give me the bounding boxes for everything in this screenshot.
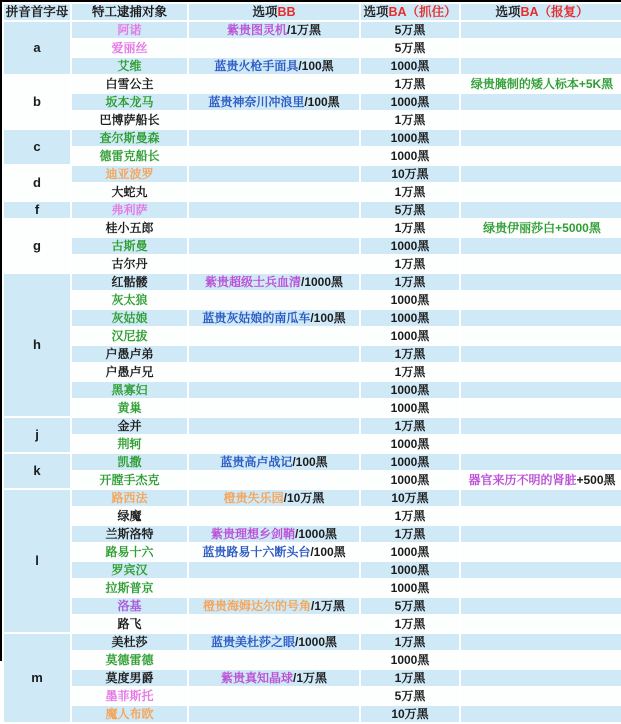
option-bb-cell: [188, 705, 360, 723]
table-row: [3, 219, 621, 237]
header-option-ba-revenge: [460, 3, 621, 21]
option-ba-catch-cell: 1000黑: [360, 237, 460, 255]
table-row: [3, 453, 621, 471]
option-ba-revenge-cell-text: +500黑: [576, 473, 616, 487]
option-ba-revenge-cell: [460, 363, 621, 381]
option-bb-cell: [188, 651, 360, 669]
option-bb-cell: [188, 21, 360, 39]
option-ba-catch-cell: 1000黑: [360, 381, 460, 399]
table-row: [3, 327, 621, 345]
table-row: [3, 543, 621, 561]
target-name-cell: 黄巢: [71, 399, 188, 417]
option-bb-cell: [188, 309, 360, 327]
target-name-cell: 绿魔: [71, 507, 188, 525]
option-bb-cell: [188, 561, 360, 579]
option-ba-catch-cell: 1000黑: [360, 327, 460, 345]
target-name-cell: 艾维: [71, 57, 188, 75]
option-bb-cell: [188, 633, 360, 651]
table-row: [3, 111, 621, 129]
table-row: [3, 273, 621, 291]
target-name-cell: 弗利萨: [71, 201, 188, 219]
option-ba-revenge-cell: [460, 705, 621, 723]
table-row: [3, 381, 621, 399]
option-ba-catch-cell: 10万黑: [360, 165, 460, 183]
group-letter-b: b: [3, 75, 71, 129]
option-ba-catch-cell: 1000黑: [360, 93, 460, 111]
option-bb-cell: [188, 453, 360, 471]
table-row: [3, 39, 621, 57]
table-row: [3, 417, 621, 435]
option-bb-cell: [188, 579, 360, 597]
target-name-cell: 桂小五郎: [71, 219, 188, 237]
header-option-bb-prefix: 选项: [252, 5, 278, 19]
option-ba-revenge-cell: [460, 39, 621, 57]
group-letter-m: m: [3, 633, 71, 723]
table-row: [3, 309, 621, 327]
option-bb-cell: [188, 543, 360, 561]
option-ba-catch-cell: 1万黑: [360, 633, 460, 651]
option-ba-catch-cell: 5万黑: [360, 39, 460, 57]
table-row: [3, 633, 621, 651]
target-name-cell: 开膛手杰克: [71, 471, 188, 489]
option-bb-cell-text: /1000黑: [300, 275, 344, 289]
option-ba-revenge-cell: [460, 255, 621, 273]
target-name-cell: 洛基: [71, 597, 188, 615]
header-option-ba-catch-accent: BA（抓住）: [388, 5, 457, 19]
option-ba-revenge-cell: [460, 147, 621, 165]
option-bb-cell: [188, 93, 360, 111]
option-bb-cell-text: /1万黑: [311, 599, 346, 613]
target-name-cell: 路飞: [71, 615, 188, 633]
target-name-cell: 莫度男爵: [71, 669, 188, 687]
option-ba-revenge-cell: [460, 165, 621, 183]
table-row: [3, 345, 621, 363]
header-arrest-target-label: 特工逮捕对象: [91, 5, 167, 19]
option-ba-revenge-cell-text: 绿贵腌制的矮人标本+5K黑: [470, 77, 614, 91]
option-bb-cell: [188, 417, 360, 435]
target-name-cell: 白雪公主: [71, 75, 188, 93]
table-row: [3, 435, 621, 453]
option-ba-revenge-cell: [460, 633, 621, 651]
header-pinyin-initial: [3, 3, 71, 21]
header-option-bb: [188, 3, 360, 21]
target-name-cell: 迪亚波罗: [71, 165, 188, 183]
group-letter-j: j: [3, 417, 71, 453]
option-bb-cell: [188, 471, 360, 489]
target-name-cell: 德雷克船长: [71, 147, 188, 165]
option-ba-catch-cell: 1万黑: [360, 345, 460, 363]
table-row: [3, 255, 621, 273]
option-ba-revenge-cell-text: 器官来历不明的肾脏: [468, 473, 577, 487]
option-ba-revenge-cell: [460, 291, 621, 309]
option-bb-cell: [188, 39, 360, 57]
option-bb-cell: [188, 597, 360, 615]
target-name-cell: 拉斯普京: [71, 579, 188, 597]
header-row: [3, 3, 621, 21]
group-letter-c: c: [3, 129, 71, 165]
option-ba-revenge-cell-text: 绿贵伊丽莎白+5000黑: [483, 221, 601, 235]
option-ba-catch-cell: 1万黑: [360, 669, 460, 687]
option-bb-cell: [188, 75, 360, 93]
header-option-ba-catch-prefix: 选项: [363, 5, 389, 19]
option-bb-cell-text: /1000黑: [294, 527, 338, 541]
option-ba-revenge-cell: [460, 597, 621, 615]
target-name-cell: 灰姑娘: [71, 309, 188, 327]
option-ba-catch-cell: 10万黑: [360, 705, 460, 723]
option-bb-cell: [188, 165, 360, 183]
option-ba-catch-cell: 10万黑: [360, 489, 460, 507]
group-letter-f: f: [3, 201, 71, 219]
header-arrest-target: [71, 3, 188, 21]
group-letter-d: d: [3, 165, 71, 201]
option-bb-cell-text: /1000黑: [294, 635, 338, 649]
table-row: [3, 471, 621, 489]
table-row: [3, 561, 621, 579]
option-ba-revenge-cell: [460, 381, 621, 399]
option-ba-catch-cell: 1000黑: [360, 129, 460, 147]
option-ba-revenge-cell: [460, 201, 621, 219]
table-row: [3, 165, 621, 183]
target-name-cell: 古尔丹: [71, 255, 188, 273]
target-name-cell: 美杜莎: [71, 633, 188, 651]
group-letter-h: h: [3, 273, 71, 417]
table-row: [3, 525, 621, 543]
target-name-cell: 巴博萨船长: [71, 111, 188, 129]
option-ba-revenge-cell: [460, 489, 621, 507]
option-bb-cell-text: 蓝贵高卢战记: [220, 455, 293, 469]
option-ba-revenge-cell: [460, 417, 621, 435]
option-ba-revenge-cell: [460, 219, 621, 237]
target-name-cell: 汉尼拔: [71, 327, 188, 345]
option-bb-cell-text: /1万黑: [287, 23, 322, 37]
option-ba-catch-cell: 5万黑: [360, 21, 460, 39]
option-bb-cell: [188, 129, 360, 147]
option-bb-cell: [188, 237, 360, 255]
option-ba-revenge-cell: [460, 75, 621, 93]
option-ba-catch-cell: 1000黑: [360, 435, 460, 453]
table-row: [3, 669, 621, 687]
table-row: [3, 183, 621, 201]
table-row: [3, 705, 621, 723]
table-row: [3, 21, 621, 39]
option-ba-revenge-cell: [460, 129, 621, 147]
option-bb-cell: [188, 291, 360, 309]
option-ba-revenge-cell: [460, 615, 621, 633]
table-row: [3, 57, 621, 75]
header-pinyin-initial-label: 拼音首字母: [5, 5, 69, 19]
table-row: [3, 201, 621, 219]
option-ba-revenge-cell: [460, 471, 621, 489]
table-row: [3, 147, 621, 165]
target-name-cell: 古斯曼: [71, 237, 188, 255]
option-bb-cell: [188, 381, 360, 399]
option-ba-revenge-cell: [460, 651, 621, 669]
target-name-cell: 坂本龙马: [71, 93, 188, 111]
option-bb-cell: [188, 219, 360, 237]
option-ba-catch-cell: 5万黑: [360, 201, 460, 219]
target-name-cell: 兰斯洛特: [71, 525, 188, 543]
option-bb-cell-text: /100黑: [310, 311, 346, 325]
target-name-cell: 凯撒: [71, 453, 188, 471]
option-bb-cell: [188, 57, 360, 75]
option-ba-revenge-cell: [460, 525, 621, 543]
table-row: [3, 615, 621, 633]
option-bb-cell: [188, 183, 360, 201]
option-ba-revenge-cell: [460, 453, 621, 471]
header-option-ba-revenge-accent: BA（报复）: [520, 5, 589, 19]
target-name-cell: 查尔斯曼森: [71, 129, 188, 147]
option-ba-catch-cell: 1万黑: [360, 417, 460, 435]
option-bb-cell: [188, 615, 360, 633]
table-row: [3, 579, 621, 597]
table-row: [3, 363, 621, 381]
option-bb-cell-text: 蓝贵灰姑娘的南瓜车: [202, 311, 311, 325]
option-ba-revenge-cell: [460, 111, 621, 129]
option-bb-cell: [188, 363, 360, 381]
option-bb-cell-text: /100黑: [298, 59, 334, 73]
option-ba-revenge-cell: [460, 21, 621, 39]
target-name-cell: 莫德雷德: [71, 651, 188, 669]
option-bb-cell: [188, 255, 360, 273]
option-ba-catch-cell: 1000黑: [360, 471, 460, 489]
target-name-cell: 灰太狼: [71, 291, 188, 309]
option-bb-cell: [188, 273, 360, 291]
option-ba-revenge-cell: [460, 399, 621, 417]
option-ba-catch-cell: 1万黑: [360, 111, 460, 129]
option-bb-cell: [188, 345, 360, 363]
option-ba-catch-cell: 1000黑: [360, 399, 460, 417]
option-bb-cell-text: 紫贵真知晶球: [220, 671, 293, 685]
table-row: [3, 129, 621, 147]
option-ba-catch-cell: 1000黑: [360, 453, 460, 471]
target-name-cell: 墨菲斯托: [71, 687, 188, 705]
table-row: [3, 489, 621, 507]
option-ba-revenge-cell: [460, 345, 621, 363]
option-ba-catch-cell: 1000黑: [360, 579, 460, 597]
option-ba-catch-cell: 5万黑: [360, 597, 460, 615]
option-bb-cell-text: 蓝贵路易十六断头台: [202, 545, 311, 559]
group-letter-g: g: [3, 219, 71, 273]
option-bb-cell-text: /100黑: [310, 545, 346, 559]
option-ba-revenge-cell: [460, 183, 621, 201]
target-name-cell: 爱丽丝: [71, 39, 188, 57]
header-option-ba-catch: [360, 3, 460, 21]
table-row: [3, 687, 621, 705]
target-name-cell: 黑寡妇: [71, 381, 188, 399]
option-ba-catch-cell: 1万黑: [360, 183, 460, 201]
option-ba-catch-cell: 1万黑: [360, 75, 460, 93]
option-ba-catch-cell: 1000黑: [360, 57, 460, 75]
option-ba-revenge-cell: [460, 669, 621, 687]
option-bb-cell-text: /100黑: [292, 455, 328, 469]
option-bb-cell-text: 紫贵超级士兵血清: [204, 275, 301, 289]
target-name-cell: 户愚卢兄: [71, 363, 188, 381]
option-ba-revenge-cell: [460, 579, 621, 597]
option-ba-revenge-cell: [460, 561, 621, 579]
option-bb-cell-text: /10万黑: [283, 491, 325, 505]
option-ba-catch-cell: 1000黑: [360, 147, 460, 165]
target-name-cell: 荆轲: [71, 435, 188, 453]
target-name-cell: 红骷髅: [71, 273, 188, 291]
option-bb-cell-text: 橙贵失乐园: [223, 491, 284, 505]
table-row: [3, 75, 621, 93]
table-row: [3, 597, 621, 615]
option-ba-revenge-cell: [460, 309, 621, 327]
option-ba-catch-cell: 1万黑: [360, 363, 460, 381]
option-bb-cell: [188, 327, 360, 345]
option-bb-cell: [188, 435, 360, 453]
table-row: [3, 93, 621, 111]
option-ba-revenge-cell: [460, 93, 621, 111]
target-name-cell: 大蛇丸: [71, 183, 188, 201]
table-row: [3, 237, 621, 255]
option-ba-catch-cell: 1万黑: [360, 615, 460, 633]
option-ba-revenge-cell: [460, 543, 621, 561]
option-bb-cell-text: 蓝贵美杜莎之眼: [210, 635, 295, 649]
target-name-cell: 阿诺: [71, 21, 188, 39]
table-row: [3, 291, 621, 309]
option-ba-revenge-cell: [460, 57, 621, 75]
option-bb-cell: [188, 147, 360, 165]
group-letter-k: k: [3, 453, 71, 489]
option-ba-catch-cell: 1000黑: [360, 309, 460, 327]
option-ba-revenge-cell: [460, 273, 621, 291]
option-bb-cell-text: 蓝贵火枪手面具: [214, 59, 299, 73]
option-ba-catch-cell: 1万黑: [360, 525, 460, 543]
target-name-cell: 魔人布欧: [71, 705, 188, 723]
option-bb-cell: [188, 687, 360, 705]
option-bb-cell: [188, 525, 360, 543]
option-ba-catch-cell: 1000黑: [360, 651, 460, 669]
option-ba-revenge-cell: [460, 237, 621, 255]
target-name-cell: 户愚卢弟: [71, 345, 188, 363]
target-name-cell: 罗宾汉: [71, 561, 188, 579]
option-bb-cell: [188, 111, 360, 129]
option-ba-catch-cell: 1000黑: [360, 561, 460, 579]
header-option-bb-accent: BB: [277, 5, 296, 19]
option-ba-catch-cell: 5万黑: [360, 687, 460, 705]
option-bb-cell-text: 橙贵海姆达尔的号角: [202, 599, 311, 613]
option-bb-cell: [188, 669, 360, 687]
table-row: [3, 651, 621, 669]
target-name-cell: 金并: [71, 417, 188, 435]
option-bb-cell: [188, 507, 360, 525]
option-bb-cell-text: /1万黑: [293, 671, 328, 685]
target-name-cell: 路西法: [71, 489, 188, 507]
option-bb-cell-text: 紫贵图灵机: [226, 23, 287, 37]
option-bb-cell: [188, 489, 360, 507]
option-ba-revenge-cell: [460, 435, 621, 453]
option-bb-cell-text: /100黑: [304, 95, 340, 109]
option-ba-revenge-cell: [460, 687, 621, 705]
wanted-targets-table: [2, 2, 621, 724]
option-ba-revenge-cell: [460, 507, 621, 525]
option-bb-cell: [188, 201, 360, 219]
group-letter-a: a: [3, 21, 71, 75]
table-row: [3, 507, 621, 525]
target-name-cell: 路易十六: [71, 543, 188, 561]
option-ba-catch-cell: 1万黑: [360, 255, 460, 273]
option-ba-catch-cell: 1万黑: [360, 273, 460, 291]
option-bb-cell-text: 紫贵理想乡剑鞘: [210, 527, 295, 541]
option-ba-catch-cell: 1000黑: [360, 543, 460, 561]
option-ba-catch-cell: 1000黑: [360, 291, 460, 309]
option-ba-catch-cell: 1万黑: [360, 219, 460, 237]
option-bb-cell-text: 蓝贵神奈川冲浪里: [208, 95, 305, 109]
header-option-ba-revenge-prefix: 选项: [495, 5, 521, 19]
option-bb-cell: [188, 399, 360, 417]
table-row: [3, 399, 621, 417]
option-ba-catch-cell: 1万黑: [360, 507, 460, 525]
group-letter-l: l: [3, 489, 71, 633]
option-ba-revenge-cell: [460, 327, 621, 345]
